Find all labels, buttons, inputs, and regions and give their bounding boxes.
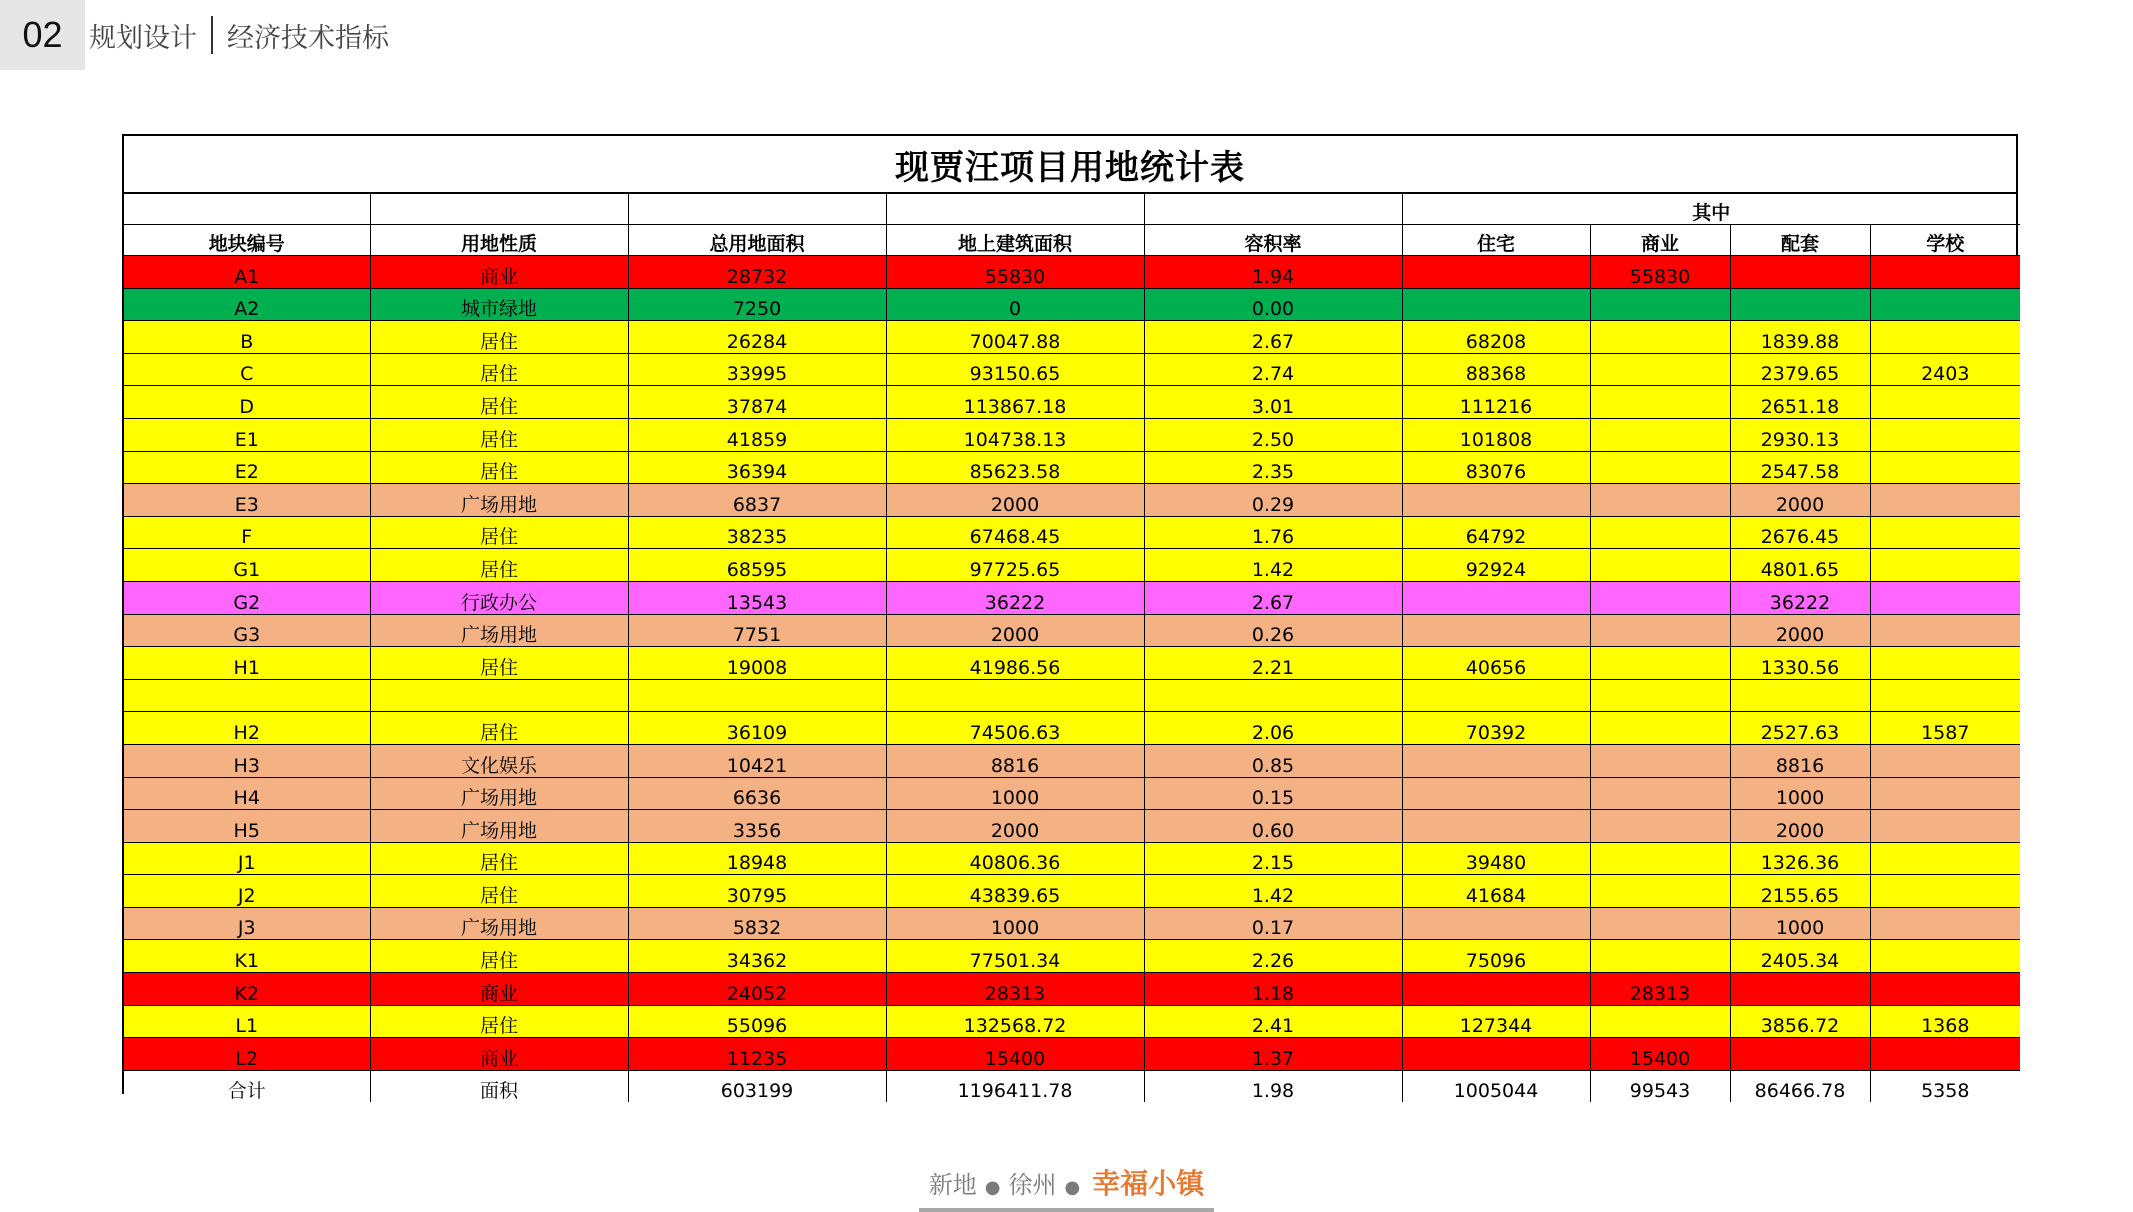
table-cell [1402, 907, 1590, 940]
table-cell: 2000 [1730, 484, 1870, 517]
table-cell: 1.42 [1144, 875, 1402, 908]
table-cell: 1330.56 [1730, 647, 1870, 680]
table-cell: 合计 [124, 1070, 370, 1102]
table-cell: 居住 [370, 451, 628, 484]
table-cell: 15400 [886, 1038, 1144, 1071]
table-cell: 28313 [1590, 973, 1730, 1006]
table-cell [1590, 712, 1730, 745]
table-row [124, 581, 2020, 614]
table-cell: H2 [124, 712, 370, 745]
table-cell: G1 [124, 549, 370, 582]
table-cell: L2 [124, 1038, 370, 1071]
table-cell: 8816 [886, 744, 1144, 777]
table-cell: 7751 [628, 614, 886, 647]
table-row [124, 744, 2020, 777]
table-cell: 86466.78 [1730, 1070, 1870, 1102]
table-cell: 2676.45 [1730, 516, 1870, 549]
table-cell: 1.98 [1144, 1070, 1402, 1102]
table-cell [1590, 875, 1730, 908]
table-cell: 2000 [1730, 810, 1870, 843]
table-row [124, 516, 2020, 549]
footer-text: 新地 [928, 1171, 977, 1199]
table-cell: 15400 [1590, 1038, 1730, 1071]
table-row [124, 1005, 2020, 1038]
table-cell: 广场用地 [370, 484, 628, 517]
table-row [124, 484, 2020, 517]
table-cell: K1 [124, 940, 370, 973]
table-cell: 1368 [1870, 1005, 2020, 1038]
column-header: 容积率 [1144, 225, 1402, 256]
table-cell: 30795 [628, 875, 886, 908]
table-cell: 67468.45 [886, 516, 1144, 549]
table-cell: 40656 [1402, 647, 1590, 680]
group-header-row [124, 194, 2020, 225]
table-cell: 40806.36 [886, 842, 1144, 875]
table-cell: 广场用地 [370, 614, 628, 647]
footer-brand: 幸福小镇 [1092, 1167, 1205, 1200]
table-cell: 2.06 [1144, 712, 1402, 745]
table-cell: F [124, 516, 370, 549]
table-cell: 1839.88 [1730, 321, 1870, 354]
table-cell [1402, 973, 1590, 1006]
table-cell: 2405.34 [1730, 940, 1870, 973]
table-cell: 居住 [370, 712, 628, 745]
table-cell: 92924 [1402, 549, 1590, 582]
table-cell [1402, 679, 1590, 712]
table-cell: 36222 [1730, 581, 1870, 614]
table-cell: 2.15 [1144, 842, 1402, 875]
table-cell: 26284 [628, 321, 886, 354]
table-cell [1870, 875, 2020, 908]
table-cell [1590, 810, 1730, 843]
table-cell: 36222 [886, 581, 1144, 614]
table-cell: 0.29 [1144, 484, 1402, 517]
table-cell: D [124, 386, 370, 419]
table-cell: 0 [886, 288, 1144, 321]
table-cell: 38235 [628, 516, 886, 549]
table-cell [1590, 744, 1730, 777]
page-header [0, 0, 389, 70]
table-row [124, 1038, 2020, 1071]
table-cell: 70392 [1402, 712, 1590, 745]
table-row [124, 940, 2020, 973]
table-cell: 64792 [1402, 516, 1590, 549]
table-cell: 2000 [886, 614, 1144, 647]
table-cell: 商业 [370, 1038, 628, 1071]
table-cell: E1 [124, 418, 370, 451]
table-cell: 2000 [1730, 614, 1870, 647]
table-cell: 0.15 [1144, 777, 1402, 810]
header-blank [370, 194, 628, 225]
table-cell [1870, 516, 2020, 549]
table-cell: 1.42 [1144, 549, 1402, 582]
table-cell: E2 [124, 451, 370, 484]
table-cell: J2 [124, 875, 370, 908]
table-cell: 93150.65 [886, 353, 1144, 386]
table-cell [628, 679, 886, 712]
table-cell [1870, 842, 2020, 875]
table-cell: 2.26 [1144, 940, 1402, 973]
table-cell: 0.60 [1144, 810, 1402, 843]
table-row [124, 256, 2020, 289]
table-cell: 1326.36 [1730, 842, 1870, 875]
table-cell: A2 [124, 288, 370, 321]
table-row [124, 647, 2020, 680]
table-cell [1590, 386, 1730, 419]
table-cell [1870, 614, 2020, 647]
table-cell [1870, 777, 2020, 810]
table-cell: 5358 [1870, 1070, 2020, 1102]
table-row [124, 973, 2020, 1006]
table-cell [1870, 973, 2020, 1006]
table-cell: 99543 [1590, 1070, 1730, 1102]
table-cell: 居住 [370, 549, 628, 582]
subsection-title: 经济技术指标 [227, 22, 389, 54]
table-cell: 1000 [1730, 907, 1870, 940]
table-cell: 34362 [628, 940, 886, 973]
table-cell: 41859 [628, 418, 886, 451]
table-row [124, 386, 2020, 419]
table-row [124, 418, 2020, 451]
table-cell [1590, 940, 1730, 973]
table-cell: J1 [124, 842, 370, 875]
table-cell [1870, 484, 2020, 517]
column-header: 配套 [1730, 225, 1870, 256]
table-cell: 36109 [628, 712, 886, 745]
table-cell: A1 [124, 256, 370, 289]
table-cell [1590, 842, 1730, 875]
table-cell: 2.67 [1144, 581, 1402, 614]
table-cell: 101808 [1402, 418, 1590, 451]
table-cell: 城市绿地 [370, 288, 628, 321]
table-cell: 居住 [370, 940, 628, 973]
table-cell: 28313 [886, 973, 1144, 1006]
table-cell: 2000 [886, 484, 1144, 517]
table-cell [1590, 321, 1730, 354]
footer-brand-line [919, 1162, 1214, 1212]
table-cell: 3856.72 [1730, 1005, 1870, 1038]
table-row [124, 875, 2020, 908]
table-cell [1402, 744, 1590, 777]
table-cell: 6636 [628, 777, 886, 810]
table-cell: 8816 [1730, 744, 1870, 777]
table-cell: 1000 [886, 907, 1144, 940]
table-cell: 2547.58 [1730, 451, 1870, 484]
table-cell: 132568.72 [886, 1005, 1144, 1038]
table-cell: 2651.18 [1730, 386, 1870, 419]
table-cell: 2379.65 [1730, 353, 1870, 386]
table-cell [1870, 386, 2020, 419]
table-cell: 2930.13 [1730, 418, 1870, 451]
header-blank [124, 194, 370, 225]
table-cell: 3356 [628, 810, 886, 843]
table-cell [1590, 418, 1730, 451]
table-cell: 1005044 [1402, 1070, 1590, 1102]
table-cell: 1000 [1730, 777, 1870, 810]
table-cell: H4 [124, 777, 370, 810]
table-cell: 2.41 [1144, 1005, 1402, 1038]
section-title: 规划设计 [89, 22, 197, 54]
header-blank [628, 194, 886, 225]
table-cell: 居住 [370, 418, 628, 451]
table-cell [1402, 1038, 1590, 1071]
table-cell: 41986.56 [886, 647, 1144, 680]
table-row [124, 288, 2020, 321]
table-cell: 7250 [628, 288, 886, 321]
table-cell: 10421 [628, 744, 886, 777]
table-cell: 24052 [628, 973, 886, 1006]
footer-text: 徐州 [1008, 1171, 1057, 1199]
table-cell: 33995 [628, 353, 886, 386]
table-cell [1590, 679, 1730, 712]
table-cell: 39480 [1402, 842, 1590, 875]
table-cell [1590, 451, 1730, 484]
table-cell [1402, 777, 1590, 810]
table-cell: 居住 [370, 875, 628, 908]
table-cell [1590, 353, 1730, 386]
table-cell: 居住 [370, 842, 628, 875]
table-cell: 居住 [370, 321, 628, 354]
table-cell: H1 [124, 647, 370, 680]
table-cell [1870, 647, 2020, 680]
table-cell: 居住 [370, 516, 628, 549]
table-cell: 广场用地 [370, 777, 628, 810]
column-header: 商业 [1590, 225, 1730, 256]
table-cell: G3 [124, 614, 370, 647]
table-row [124, 1070, 2020, 1102]
table-cell: 0.26 [1144, 614, 1402, 647]
table-cell [1590, 516, 1730, 549]
table-cell: 55830 [886, 256, 1144, 289]
table-cell [1590, 549, 1730, 582]
table-cell [1144, 679, 1402, 712]
table-cell: L1 [124, 1005, 370, 1038]
table-cell: H5 [124, 810, 370, 843]
table-cell: 商业 [370, 973, 628, 1006]
table-cell: 55830 [1590, 256, 1730, 289]
table-cell: 居住 [370, 1005, 628, 1038]
table-cell [1870, 288, 2020, 321]
header-blank [1144, 194, 1402, 225]
table-cell: 居住 [370, 353, 628, 386]
table-cell: 文化娱乐 [370, 744, 628, 777]
table-cell: 广场用地 [370, 810, 628, 843]
table-cell: 18948 [628, 842, 886, 875]
table-cell: 55096 [628, 1005, 886, 1038]
table-cell: 4801.65 [1730, 549, 1870, 582]
table-cell: 2.21 [1144, 647, 1402, 680]
table-cell: 1.76 [1144, 516, 1402, 549]
table-cell: 2527.63 [1730, 712, 1870, 745]
table-cell: 2.74 [1144, 353, 1402, 386]
table-cell [1730, 1038, 1870, 1071]
table-cell [1590, 1005, 1730, 1038]
table-row [124, 679, 2020, 712]
table-cell: 2.35 [1144, 451, 1402, 484]
table-cell [1402, 614, 1590, 647]
table-cell [1402, 288, 1590, 321]
column-header: 总用地面积 [628, 225, 886, 256]
table-row [124, 614, 2020, 647]
table-cell: 77501.34 [886, 940, 1144, 973]
table-cell [1402, 581, 1590, 614]
table-cell: 111216 [1402, 386, 1590, 419]
table-cell: B [124, 321, 370, 354]
table-cell: 2000 [886, 810, 1144, 843]
table-cell: 85623.58 [886, 451, 1144, 484]
table-cell [886, 679, 1144, 712]
table-cell: 1196411.78 [886, 1070, 1144, 1102]
group-header-cell: 其中 [1402, 194, 2020, 225]
table-cell [1590, 647, 1730, 680]
table-cell: 37874 [628, 386, 886, 419]
table-cell [1870, 679, 2020, 712]
column-header: 学校 [1870, 225, 2020, 256]
table-row [124, 907, 2020, 940]
table-cell: H3 [124, 744, 370, 777]
header-divider [211, 16, 213, 54]
table-cell [1590, 614, 1730, 647]
table-row [124, 549, 2020, 582]
table-cell: 1587 [1870, 712, 2020, 745]
footer [0, 1162, 2133, 1212]
table-cell: 3.01 [1144, 386, 1402, 419]
table-cell: 41684 [1402, 875, 1590, 908]
table-cell [1870, 907, 2020, 940]
table-cell [124, 679, 370, 712]
table-cell [1870, 581, 2020, 614]
table-cell: 2.50 [1144, 418, 1402, 451]
table-title: 现贾汪项目用地统计表 [124, 136, 2016, 194]
table-row [124, 321, 2020, 354]
table-cell: 0.85 [1144, 744, 1402, 777]
table-cell [1870, 549, 2020, 582]
table-row [124, 810, 2020, 843]
column-header: 地上建筑面积 [886, 225, 1144, 256]
table-cell: 居住 [370, 386, 628, 419]
table-cell [1730, 679, 1870, 712]
table-cell: 28732 [628, 256, 886, 289]
table-cell [1590, 288, 1730, 321]
column-header: 住宅 [1402, 225, 1590, 256]
table-cell [1870, 940, 2020, 973]
table-cell [1402, 810, 1590, 843]
table-cell [1590, 777, 1730, 810]
table-cell: 商业 [370, 256, 628, 289]
table-cell: 68595 [628, 549, 886, 582]
table-cell: G2 [124, 581, 370, 614]
table-cell [1870, 451, 2020, 484]
table-cell: 75096 [1402, 940, 1590, 973]
table-cell: E3 [124, 484, 370, 517]
table-cell: 68208 [1402, 321, 1590, 354]
table-cell: J3 [124, 907, 370, 940]
footer-dot: ● [984, 1177, 1001, 1198]
table-cell: K2 [124, 973, 370, 1006]
table-cell [1730, 973, 1870, 1006]
table-cell: 2.67 [1144, 321, 1402, 354]
column-header: 用地性质 [370, 225, 628, 256]
table-cell: 0.17 [1144, 907, 1402, 940]
table-cell: 97725.65 [886, 549, 1144, 582]
table-cell: 行政办公 [370, 581, 628, 614]
table-row [124, 777, 2020, 810]
table-cell: 1.37 [1144, 1038, 1402, 1071]
table-cell: 5832 [628, 907, 886, 940]
table-cell: 2155.65 [1730, 875, 1870, 908]
table-cell [1870, 810, 2020, 843]
table-cell [1730, 256, 1870, 289]
table-cell: 603199 [628, 1070, 886, 1102]
footer-dot: ● [1064, 1177, 1081, 1198]
column-header: 地块编号 [124, 225, 370, 256]
table-cell [1730, 288, 1870, 321]
table-cell: 居住 [370, 647, 628, 680]
table-cell: 1.94 [1144, 256, 1402, 289]
table-cell [1590, 907, 1730, 940]
table-cell: 0.00 [1144, 288, 1402, 321]
table-cell: 广场用地 [370, 907, 628, 940]
table-cell [1590, 581, 1730, 614]
table-cell: 面积 [370, 1070, 628, 1102]
header-blank [886, 194, 1144, 225]
table-row [124, 451, 2020, 484]
table-cell: 11235 [628, 1038, 886, 1071]
table-cell: 19008 [628, 647, 886, 680]
table-cell [1402, 256, 1590, 289]
table-cell [1870, 321, 2020, 354]
table-cell: 36394 [628, 451, 886, 484]
table-cell: 70047.88 [886, 321, 1144, 354]
table-cell [1402, 484, 1590, 517]
table-cell: 88368 [1402, 353, 1590, 386]
table-row [124, 353, 2020, 386]
table-cell: 74506.63 [886, 712, 1144, 745]
table-cell [1870, 256, 2020, 289]
table-cell: 1000 [886, 777, 1144, 810]
table-cell: 1.18 [1144, 973, 1402, 1006]
table-cell: 13543 [628, 581, 886, 614]
table-cell [1590, 484, 1730, 517]
table-cell [1870, 1038, 2020, 1071]
table-cell [1870, 418, 2020, 451]
table-cell [1870, 744, 2020, 777]
table-row [124, 842, 2020, 875]
table-cell: C [124, 353, 370, 386]
table-cell [370, 679, 628, 712]
section-number: 02 [0, 0, 85, 70]
table-cell: 43839.65 [886, 875, 1144, 908]
table-cell: 6837 [628, 484, 886, 517]
table-cell: 104738.13 [886, 418, 1144, 451]
table-cell: 2403 [1870, 353, 2020, 386]
column-header-row [124, 225, 2020, 256]
table-cell: 113867.18 [886, 386, 1144, 419]
table-row [124, 712, 2020, 745]
table-cell: 127344 [1402, 1005, 1590, 1038]
land-use-table [122, 134, 2018, 1103]
table-cell: 83076 [1402, 451, 1590, 484]
